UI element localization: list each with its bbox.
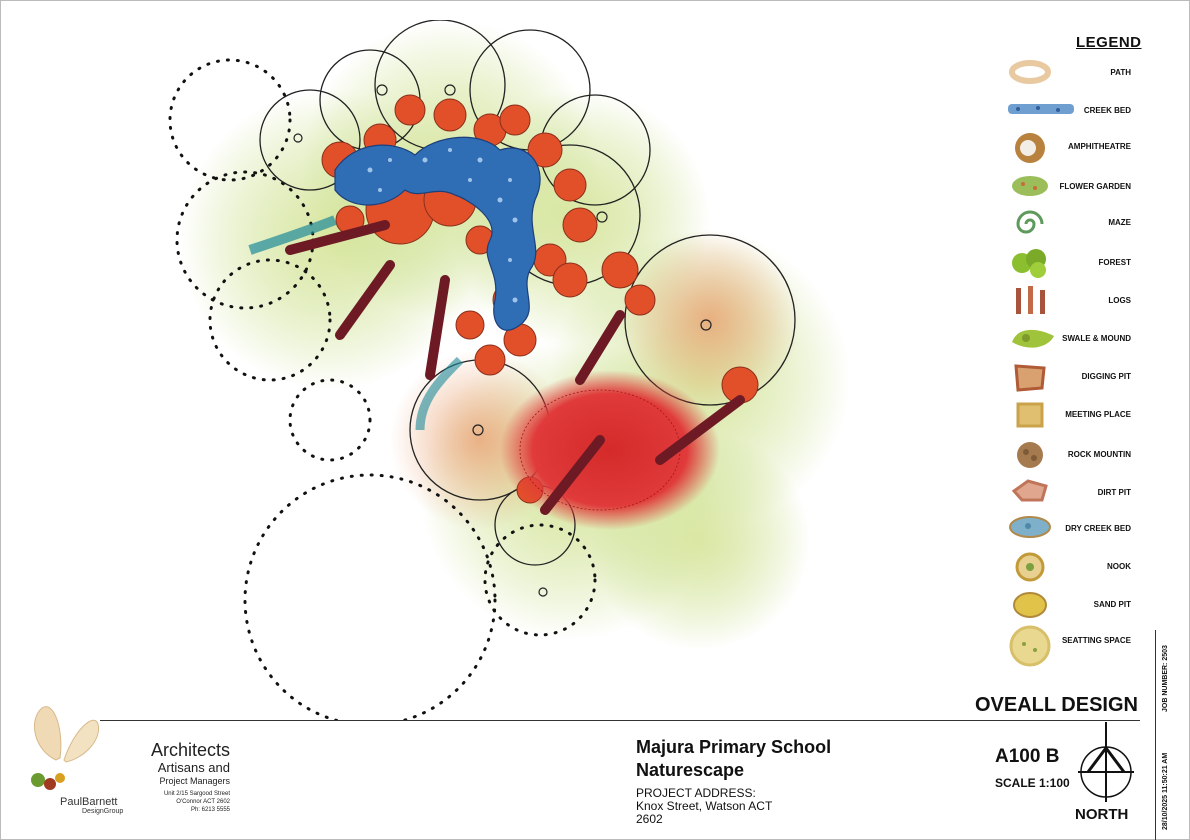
butterfly-logo [24, 700, 104, 800]
maze-swatch-icon [1008, 206, 1052, 242]
legend-label: MAZE [1108, 218, 1131, 227]
forest-swatch-icon [1008, 246, 1052, 280]
rock-mountain-swatch-icon [1008, 438, 1052, 472]
amphitheatre-swatch-icon [1008, 130, 1052, 166]
legend-item-seatting-space [1000, 624, 1135, 660]
legend-label: FOREST [1098, 258, 1131, 267]
title-block-divider [100, 720, 1140, 721]
project-address-line2: 2602 [636, 812, 663, 826]
legend-label: DIGGING PIT [1081, 372, 1131, 381]
legend-item-path [1000, 56, 1135, 92]
legend-label: DIRT PIT [1097, 488, 1131, 497]
legend-item-maze [1000, 206, 1135, 242]
legend-item-sand-pit [1000, 588, 1135, 624]
legend-label: AMPHITHEATRE [1068, 142, 1131, 151]
legend-item-amphitheatre [1000, 130, 1135, 166]
legend-item-digging-pit [1000, 360, 1135, 396]
north-label: NORTH [1075, 806, 1129, 823]
legend-item-meeting-place [1000, 398, 1135, 434]
legend-item-dry-creek-bed [1000, 512, 1135, 548]
address-line: Unit 2/15 Sargood Street [163, 791, 230, 797]
dirt-pit-swatch-icon [1008, 476, 1052, 506]
legend-label: CREEK BED [1083, 106, 1131, 115]
legend-item-swale-mound [1000, 322, 1135, 358]
print-timestamp: 28/10/2025 11:50:21 AM [1162, 752, 1169, 830]
digging-pit-swatch-icon [1008, 360, 1052, 394]
sheet-number: A100 B [995, 746, 1060, 767]
architect-line1: Architects [150, 740, 230, 760]
sand-pit-swatch-icon [1008, 588, 1052, 622]
company-sub: DesignGroup [82, 808, 124, 815]
dry-creek-bed-swatch-icon [1008, 512, 1054, 542]
legend-item-flower-garden [1000, 170, 1135, 206]
path-swatch-icon [1008, 56, 1052, 88]
legend-item-logs [1000, 284, 1135, 320]
legend-label: ROCK MOUNTIN [1067, 450, 1131, 459]
legend-label: MEETING PLACE [1065, 410, 1131, 419]
project-address-label: PROJECT ADDRESS: [636, 786, 756, 800]
legend-label: SEATTING SPACE [1061, 636, 1131, 645]
company-name [60, 796, 124, 815]
project-name-line2: Naturescape [636, 760, 745, 780]
legend-item-forest [1000, 246, 1135, 282]
legend-label: FLOWER GARDEN [1059, 182, 1131, 191]
seating-space-swatch-icon [1008, 624, 1052, 668]
nook-swatch-icon [1008, 550, 1052, 584]
legend-title: LEGEND [1076, 34, 1142, 51]
legend-item-creek-bed [1000, 94, 1135, 130]
project-address [636, 787, 772, 826]
project-name [636, 736, 831, 782]
project-address-line1: Knox Street, Watson ACT [636, 799, 773, 813]
architect-address [158, 790, 230, 814]
site-plan-drawing [150, 20, 870, 720]
legend-item-nook [1000, 550, 1135, 586]
drawing-scale: SCALE 1:100 [995, 776, 1070, 790]
legend-label: SAND PIT [1093, 600, 1131, 609]
creek-bed-swatch-icon [1008, 94, 1078, 126]
architect-block [120, 740, 230, 787]
logs-swatch-icon [1008, 284, 1052, 318]
legend-label: PATH [1110, 68, 1131, 77]
title-block-side-divider [1155, 630, 1156, 840]
architect-line3: Project Managers [159, 776, 230, 786]
digging-pit-red [500, 370, 720, 530]
legend-label: DRY CREEK BED [1065, 524, 1131, 533]
project-name-line1: Majura Primary School [636, 737, 832, 757]
legend-label: SWALE & MOUND [1062, 334, 1131, 343]
legend-item-dirt-pit [1000, 476, 1135, 512]
address-line: Ph: 6213 5555 [190, 807, 230, 813]
meeting-place-swatch-icon [1008, 398, 1052, 432]
swale-mound-swatch-icon [1008, 322, 1058, 354]
sheet-title: OVEALL DESIGN [975, 694, 1138, 716]
north-arrow-icon [1078, 722, 1138, 806]
flower-garden-swatch-icon [1008, 170, 1052, 202]
address-line: O'Connor ACT 2602 [176, 799, 230, 805]
architect-line2: Artisans and [157, 760, 230, 775]
job-number: JOB NUMBER: 2503 [1162, 645, 1169, 712]
company-main: PaulBarnett [60, 796, 118, 808]
legend-label: NOOK [1107, 562, 1131, 571]
legend-label: LOGS [1108, 296, 1131, 305]
legend-item-rock-mountin [1000, 438, 1135, 474]
